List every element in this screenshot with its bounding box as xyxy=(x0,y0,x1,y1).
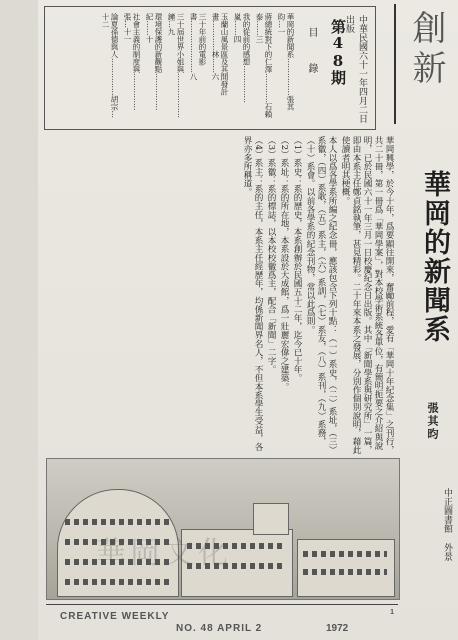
toc-entry[interactable]: 三十年前的電影書…………………八 xyxy=(189,13,207,81)
issue-date-line: 中華民國六十一年四月二日出版 xyxy=(344,15,367,123)
building-pagoda xyxy=(253,503,289,535)
photo-caption-main: 中正圖書館 xyxy=(442,488,452,533)
page-footer xyxy=(46,604,398,635)
page-margin xyxy=(0,0,38,640)
toc-entry[interactable]: 我的從前的感想……………嵐……四 xyxy=(233,13,251,103)
footer-issue: NO. 48 APRIL 2 xyxy=(176,623,263,634)
article-paragraph: （2）系址：系的所在地，本系設於大成館，爲一壯麗宏偉之建築。 xyxy=(279,136,289,391)
toc-entry[interactable]: 三十屆世界小姐與………………鐘…九 xyxy=(167,13,185,118)
toc-entry[interactable]: 華岡的新聞系……………張其昀…一 xyxy=(277,13,295,111)
article-title: 華岡的新聞系 xyxy=(419,170,450,344)
photo-caption-sub: 外景 xyxy=(442,543,452,561)
window-row xyxy=(65,519,169,525)
window-row xyxy=(303,551,387,557)
article-author: 張其昀 xyxy=(426,402,439,441)
toc-entry[interactable]: 論夏孫德與人……………胡宗…十二 xyxy=(101,13,119,118)
toc-entry[interactable]: 社會主義的制度與……………張…十一 xyxy=(123,13,141,111)
toc-entry[interactable]: 玉蘭山風景區及其開發計畫…………林……六 xyxy=(211,13,229,96)
window-row xyxy=(303,569,387,575)
footer-weekly: CREATIVE WEEKLY xyxy=(60,611,170,622)
toc-entries xyxy=(51,13,295,123)
article-paragraph: 本人以爲各學系所編之紀念冊，應該包含下列十點：（一）系史，（二）系址，（三）系徽，（四）系歌，（五）系主，（六）系訓，（七）系友，（八）系刊，（九）系務，（十）系會。以前各學系的紀念刊物，常以此爲則。 xyxy=(305,136,337,455)
masthead-logo: 創新 xyxy=(406,10,446,90)
article-paragraph: （3）系徽：系的標誌，以本校校徽爲主，配合「新聞」二字。 xyxy=(266,136,276,374)
footer-year: 1972 xyxy=(326,623,349,634)
article-body xyxy=(44,136,394,456)
article-paragraph: 華岡興學，於今十年，爲要顯往開來，奮勵前程，愛有「華岡十年紀念集」之刊行，共二十冊，第一冊爲「華岡學案」，對本校學術系統各單位，有簡明扼要之介紹與說明，已於民國六十一年三月一日校慶紀念日出版。其中「新聞學系與研究所」一篇，即由本系主任鄭貞銘執筆，甚見精彩。二十年來本系之發展，分別作個別說明，藉此使讀者明其梗概。 xyxy=(340,136,394,455)
article-paragraph: （4）系主：系的主任，本系主任經歷年，均係新聞界名人，不但本系學生受益，各界亦多所稱道。 xyxy=(242,136,263,452)
article-paragraph: （1）系史：系的歷史，本系創辦於民國五十二年，迄今已十年。 xyxy=(292,136,302,383)
toc-entry[interactable]: 環境保護的新觀點……………紀……十 xyxy=(145,13,163,111)
issue-number: 第48期 xyxy=(329,19,347,85)
photo-caption xyxy=(441,488,452,561)
masthead xyxy=(394,4,452,124)
building-right xyxy=(297,539,395,597)
window-row xyxy=(65,579,169,585)
footer-page: 1 xyxy=(390,609,394,616)
toc-entry[interactable]: 蔣總統對下的仁澤…………石賴泰……三 xyxy=(255,13,273,118)
table-of-contents xyxy=(44,6,376,130)
photo-watermark: 華岡文化 xyxy=(96,536,232,571)
toc-heading: 目 錄 xyxy=(306,27,317,81)
